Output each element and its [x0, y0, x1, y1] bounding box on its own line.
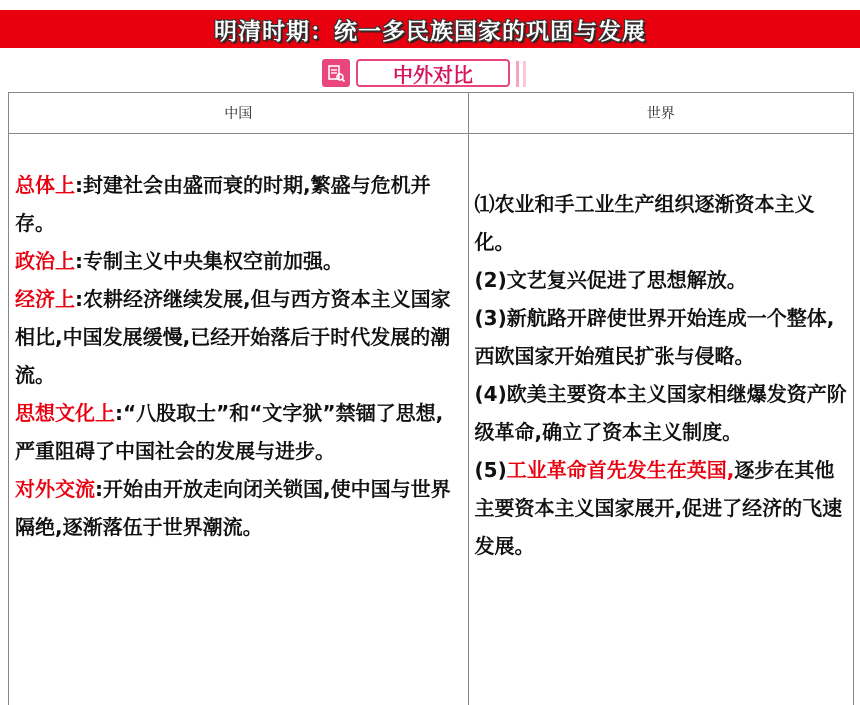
- reading-icon: [322, 59, 350, 87]
- world-cell: [468, 134, 853, 705]
- world-item: [475, 185, 847, 261]
- world-item-text: (4)欧美主要资本主义国家相继爆发资产阶级革命,确立了资本主义制度。: [475, 382, 847, 444]
- world-item: [475, 451, 847, 565]
- china-item: [15, 242, 462, 280]
- world-item-text: (2)文艺复兴促进了思想解放。: [475, 268, 747, 292]
- china-item: [15, 166, 462, 242]
- world-item-text: ⑴农业和手工业生产组织逐渐资本主义化。: [475, 192, 815, 254]
- world-item: [475, 375, 847, 451]
- comparison-table: [8, 92, 854, 705]
- china-item-keyword: 经济上: [15, 287, 75, 311]
- china-item-text: :专制主义中央集权空前加强。: [75, 249, 343, 273]
- china-item: [15, 280, 462, 394]
- china-item-text: :“八股取士”和“文字狱”禁锢了思想,严重阻碍了中国社会的发展与进步。: [15, 401, 443, 463]
- world-item-text: (3)新航路开辟使世界开始连成一个整体,西欧国家开始殖民扩张与侵略。: [475, 306, 835, 368]
- china-item-keyword: 思想文化上: [15, 401, 115, 425]
- china-item-text: :封建社会由盛而衰的时期,繁盛与危机并存。: [15, 173, 431, 235]
- china-cell: [9, 134, 469, 705]
- china-item-keyword: 总体上: [15, 173, 75, 197]
- section-tag: [322, 59, 512, 91]
- world-item-suffix: 逐步在其他主要资本主义国家展开,促进了经济的飞速发展。: [475, 458, 843, 558]
- china-item-text: :农耕经济继续发展,但与西方资本主义国家相比,中国发展缓慢,已经开始落后于时代发展的潮流。: [15, 287, 451, 387]
- china-item-text: :开始由开放走向闭关锁国,使中国与世界隔绝,逐渐落伍于世界潮流。: [15, 477, 451, 539]
- column-header-world: 世界: [468, 93, 853, 134]
- china-item-keyword: 政治上: [15, 249, 75, 273]
- world-item: [475, 299, 847, 375]
- column-header-china: 中国: [9, 93, 469, 134]
- world-item-highlight: 工业革命首先发生在英国,: [507, 458, 735, 482]
- page-title: 明清时期：统一多民族国家的巩固与发展: [214, 13, 646, 46]
- china-item: [15, 394, 462, 470]
- china-item: [15, 470, 462, 546]
- world-item-prefix: (5): [475, 458, 507, 482]
- world-item: [475, 261, 847, 299]
- title-bar: [0, 10, 860, 48]
- china-item-keyword: 对外交流: [15, 477, 95, 501]
- decorative-bars: [516, 61, 532, 87]
- section-label: 中外对比: [356, 59, 510, 87]
